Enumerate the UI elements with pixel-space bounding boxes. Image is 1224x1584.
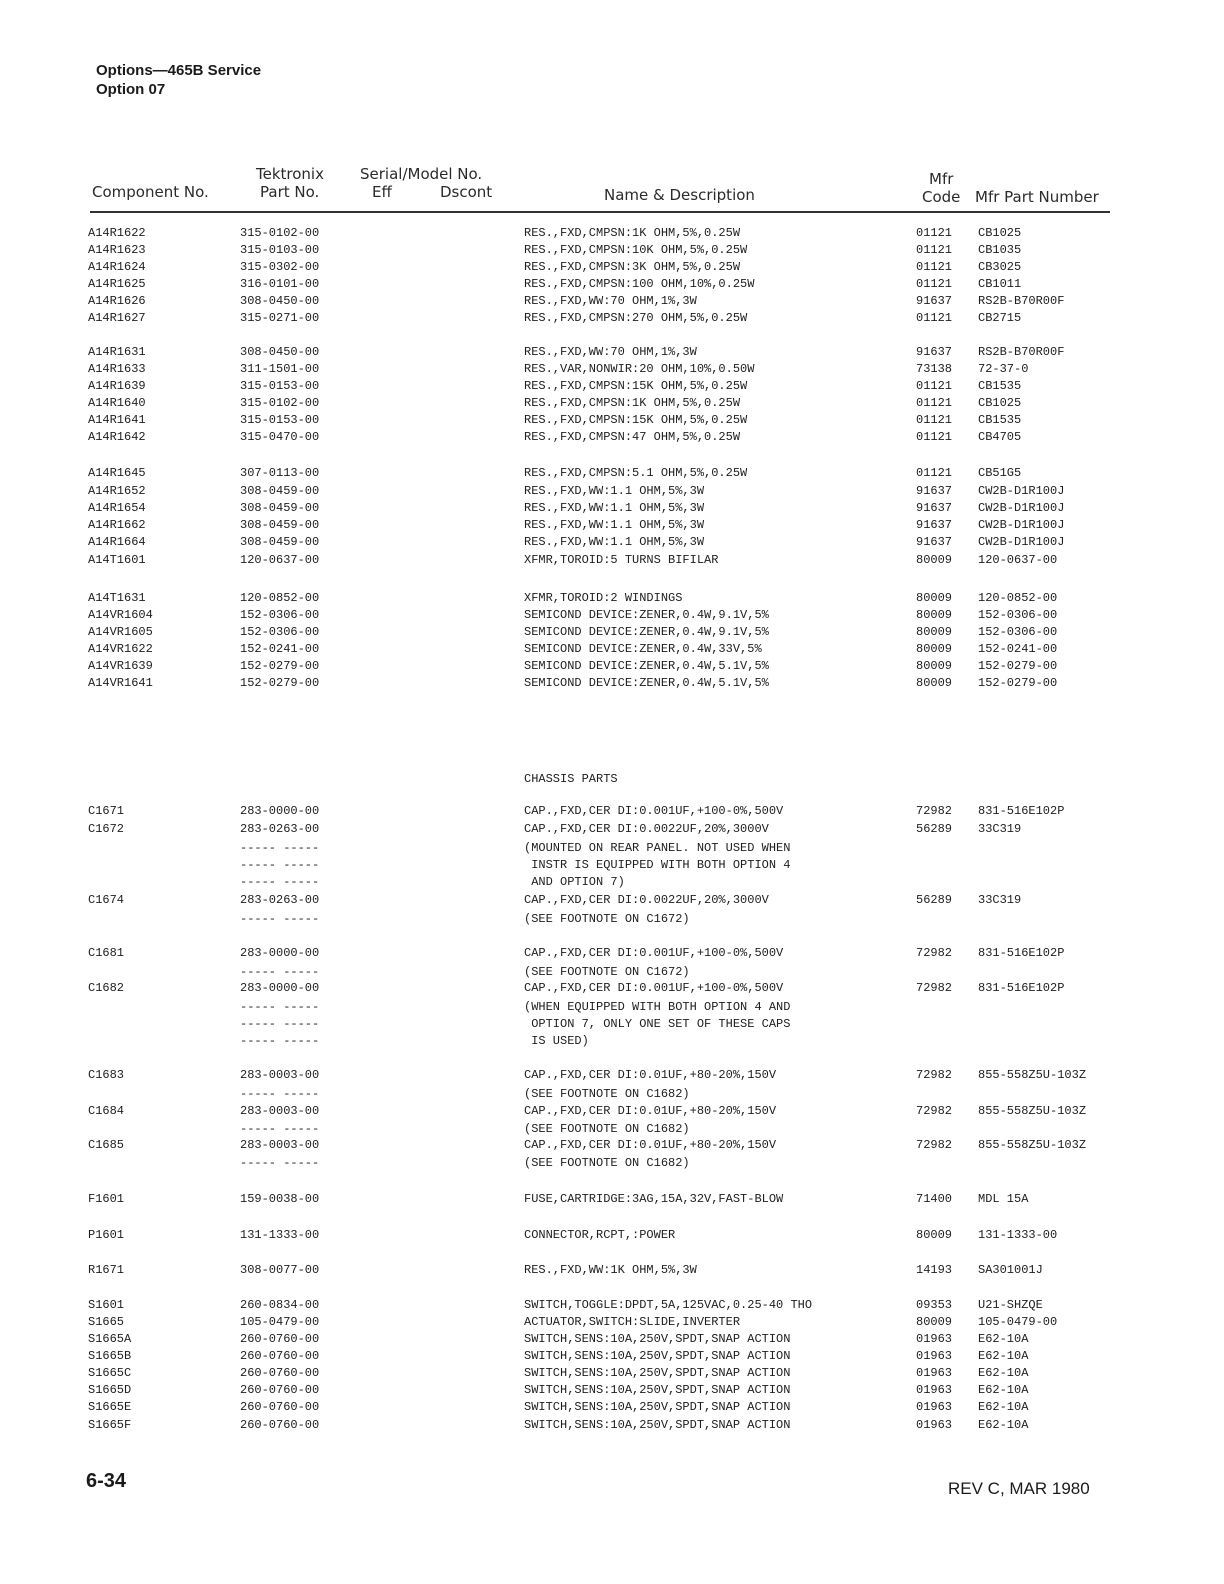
part-no-cell: 260-0760-00 bbox=[240, 1366, 320, 1380]
component-no-cell: S1665F bbox=[88, 1418, 132, 1432]
mfr-code-cell: 01121 bbox=[916, 379, 953, 393]
mfr-code-cell: 01121 bbox=[916, 466, 953, 480]
part-no-cell: 283-0000-00 bbox=[240, 981, 320, 995]
mfr-code-cell: 72982 bbox=[916, 1138, 953, 1152]
description-cell: ACTUATOR,SWITCH:SLIDE,INVERTER bbox=[524, 1315, 741, 1329]
mfr-code-cell: 72982 bbox=[916, 804, 953, 818]
mfr-part-number-cell: CB1011 bbox=[978, 277, 1022, 291]
part-no-cell: 308-0459-00 bbox=[240, 518, 320, 532]
mfr-code-cell: 91637 bbox=[916, 345, 953, 359]
part-no-cell: 308-0459-00 bbox=[240, 535, 320, 549]
component-no-cell: C1683 bbox=[88, 1068, 125, 1082]
description-cell: RES.,FXD,CMPSN:1K OHM,5%,0.25W bbox=[524, 226, 741, 240]
mfr-part-number-cell: CB1025 bbox=[978, 396, 1022, 410]
part-no-cell: 260-0760-00 bbox=[240, 1400, 320, 1414]
mfr-code-cell: 01121 bbox=[916, 396, 953, 410]
mfr-code-cell: 80009 bbox=[916, 1315, 953, 1329]
description-cell: SEMICOND DEVICE:ZENER,0.4W,9.1V,5% bbox=[524, 608, 769, 622]
component-no-cell: A14T1631 bbox=[88, 591, 146, 605]
description-cell: SWITCH,SENS:10A,250V,SPDT,SNAP ACTION bbox=[524, 1349, 791, 1363]
mfr-part-number-cell: 72-37-0 bbox=[978, 362, 1029, 376]
component-no-cell: C1671 bbox=[88, 804, 125, 818]
mfr-code-cell: 01963 bbox=[916, 1349, 953, 1363]
component-no-cell: A14R1625 bbox=[88, 277, 146, 291]
mfr-part-number-cell: 831-516E102P bbox=[978, 804, 1065, 818]
mfr-code-cell: 80009 bbox=[916, 642, 953, 656]
mfr-code-cell: 56289 bbox=[916, 822, 953, 836]
part-no-cell: 308-0450-00 bbox=[240, 294, 320, 308]
col-serial-model: Serial/Model No. bbox=[360, 165, 483, 183]
mfr-code-cell: 91637 bbox=[916, 484, 953, 498]
component-no-cell: P1601 bbox=[88, 1228, 125, 1242]
description-cell: RES.,FXD,CMPSN:270 OHM,5%,0.25W bbox=[524, 311, 748, 325]
mfr-code-cell: 14193 bbox=[916, 1263, 953, 1277]
component-no-cell: A14R1642 bbox=[88, 430, 146, 444]
part-no-cell: 260-0760-00 bbox=[240, 1332, 320, 1346]
mfr-code-cell: 91637 bbox=[916, 294, 953, 308]
component-no-cell: S1665E bbox=[88, 1400, 132, 1414]
component-no-cell: C1684 bbox=[88, 1104, 125, 1118]
col-component-no: Component No. bbox=[92, 183, 209, 201]
mfr-part-number-cell: 33C319 bbox=[978, 893, 1022, 907]
part-no-cell: 260-0760-00 bbox=[240, 1349, 320, 1363]
mfr-part-number-cell: E62-10A bbox=[978, 1383, 1029, 1397]
description-cell: SWITCH,TOGGLE:DPDT,5A,125VAC,0.25-40 THO bbox=[524, 1298, 813, 1312]
col-mfr-part-number: Mfr Part Number bbox=[975, 188, 1099, 206]
mfr-part-number-cell: SA301001J bbox=[978, 1263, 1043, 1277]
mfr-part-number-cell: 855-558Z5U-103Z bbox=[978, 1068, 1087, 1082]
mfr-part-number-cell: E62-10A bbox=[978, 1400, 1029, 1414]
description-cell: RES.,FXD,CMPSN:3K OHM,5%,0.25W bbox=[524, 260, 741, 274]
col-code: Code bbox=[922, 188, 961, 206]
part-no-cell: 315-0302-00 bbox=[240, 260, 320, 274]
description-cell: (SEE FOOTNOTE ON C1682) bbox=[524, 1156, 690, 1170]
part-no-cell: ----- ----- bbox=[240, 875, 320, 889]
mfr-part-number-cell: 105-0479-00 bbox=[978, 1315, 1058, 1329]
description-cell: RES.,FXD,CMPSN:5.1 OHM,5%,0.25W bbox=[524, 466, 748, 480]
description-cell: RES.,FXD,WW:1K OHM,5%,3W bbox=[524, 1263, 697, 1277]
part-no-cell: 283-0003-00 bbox=[240, 1138, 320, 1152]
part-no-cell: 315-0102-00 bbox=[240, 396, 320, 410]
mfr-part-number-cell: CB2715 bbox=[978, 311, 1022, 325]
mfr-part-number-cell: CB1035 bbox=[978, 243, 1022, 257]
description-cell: SWITCH,SENS:10A,250V,SPDT,SNAP ACTION bbox=[524, 1366, 791, 1380]
description-cell: CAP.,FXD,CER DI:0.0022UF,20%,3000V bbox=[524, 893, 769, 907]
description-cell: SWITCH,SENS:10A,250V,SPDT,SNAP ACTION bbox=[524, 1383, 791, 1397]
component-no-cell: S1665A bbox=[88, 1332, 132, 1346]
part-no-cell: 315-0153-00 bbox=[240, 379, 320, 393]
part-no-cell: 260-0760-00 bbox=[240, 1383, 320, 1397]
description-cell: OPTION 7, ONLY ONE SET OF THESE CAPS bbox=[524, 1017, 791, 1031]
mfr-part-number-cell: 152-0279-00 bbox=[978, 659, 1058, 673]
part-no-cell: 315-0103-00 bbox=[240, 243, 320, 257]
part-no-cell: ----- ----- bbox=[240, 1000, 320, 1014]
part-no-cell: ----- ----- bbox=[240, 912, 320, 926]
part-no-cell: 152-0306-00 bbox=[240, 608, 320, 622]
component-no-cell: A14VR1604 bbox=[88, 608, 153, 622]
mfr-code-cell: 80009 bbox=[916, 676, 953, 690]
part-no-cell: 315-0102-00 bbox=[240, 226, 320, 240]
mfr-code-cell: 73138 bbox=[916, 362, 953, 376]
component-no-cell: A14R1640 bbox=[88, 396, 146, 410]
mfr-code-cell: 01963 bbox=[916, 1418, 953, 1432]
mfr-part-number-cell: RS2B-B70R00F bbox=[978, 294, 1065, 308]
description-cell: RES.,FXD,CMPSN:10K OHM,5%,0.25W bbox=[524, 243, 748, 257]
component-no-cell: A14T1601 bbox=[88, 553, 146, 567]
part-no-cell: 260-0760-00 bbox=[240, 1418, 320, 1432]
mfr-part-number-cell: 152-0306-00 bbox=[978, 625, 1058, 639]
component-no-cell: S1665D bbox=[88, 1383, 132, 1397]
component-no-cell: A14R1622 bbox=[88, 226, 146, 240]
mfr-part-number-cell: CB3025 bbox=[978, 260, 1022, 274]
mfr-part-number-cell: 831-516E102P bbox=[978, 946, 1065, 960]
description-cell: CHASSIS PARTS bbox=[524, 772, 618, 786]
col-mfr: Mfr bbox=[929, 170, 954, 188]
component-no-cell: C1682 bbox=[88, 981, 125, 995]
mfr-code-cell: 80009 bbox=[916, 625, 953, 639]
mfr-part-number-cell: CB4705 bbox=[978, 430, 1022, 444]
part-no-cell: 315-0470-00 bbox=[240, 430, 320, 444]
component-no-cell: C1672 bbox=[88, 822, 125, 836]
component-no-cell: A14R1633 bbox=[88, 362, 146, 376]
part-no-cell: 120-0637-00 bbox=[240, 553, 320, 567]
component-no-cell: A14R1631 bbox=[88, 345, 146, 359]
description-cell: (SEE FOOTNOTE ON C1672) bbox=[524, 912, 690, 926]
description-cell: RES.,FXD,CMPSN:15K OHM,5%,0.25W bbox=[524, 413, 748, 427]
part-no-cell: ----- ----- bbox=[240, 858, 320, 872]
mfr-code-cell: 80009 bbox=[916, 591, 953, 605]
component-no-cell: C1674 bbox=[88, 893, 125, 907]
col-dscont: Dscont bbox=[440, 183, 493, 201]
mfr-code-cell: 01121 bbox=[916, 311, 953, 325]
mfr-part-number-cell: 120-0637-00 bbox=[978, 553, 1058, 567]
header-rule bbox=[90, 211, 1110, 213]
description-cell: (SEE FOOTNOTE ON C1682) bbox=[524, 1122, 690, 1136]
description-cell: (SEE FOOTNOTE ON C1672) bbox=[524, 965, 690, 979]
mfr-part-number-cell: 152-0279-00 bbox=[978, 676, 1058, 690]
part-no-cell: 311-1501-00 bbox=[240, 362, 320, 376]
description-cell: SEMICOND DEVICE:ZENER,0.4W,9.1V,5% bbox=[524, 625, 769, 639]
description-cell: (WHEN EQUIPPED WITH BOTH OPTION 4 AND bbox=[524, 1000, 791, 1014]
description-cell: RES.,VAR,NONWIR:20 OHM,10%,0.50W bbox=[524, 362, 755, 376]
mfr-code-cell: 01121 bbox=[916, 413, 953, 427]
mfr-part-number-cell: E62-10A bbox=[978, 1366, 1029, 1380]
part-no-cell: 315-0153-00 bbox=[240, 413, 320, 427]
description-cell: RES.,FXD,CMPSN:1K OHM,5%,0.25W bbox=[524, 396, 741, 410]
description-cell: SEMICOND DEVICE:ZENER,0.4W,5.1V,5% bbox=[524, 676, 769, 690]
part-no-cell: 307-0113-00 bbox=[240, 466, 320, 480]
description-cell: XFMR,TOROID:2 WINDINGS bbox=[524, 591, 683, 605]
col-eff: Eff bbox=[372, 183, 392, 201]
mfr-code-cell: 72982 bbox=[916, 1104, 953, 1118]
description-cell: CAP.,FXD,CER DI:0.001UF,+100-0%,500V bbox=[524, 946, 784, 960]
part-no-cell: 283-0263-00 bbox=[240, 893, 320, 907]
part-no-cell: 120-0852-00 bbox=[240, 591, 320, 605]
description-cell: RES.,FXD,WW:1.1 OHM,5%,3W bbox=[524, 535, 705, 549]
description-cell: INSTR IS EQUIPPED WITH BOTH OPTION 4 bbox=[524, 858, 791, 872]
component-no-cell: A14R1623 bbox=[88, 243, 146, 257]
mfr-part-number-cell: U21-SHZQE bbox=[978, 1298, 1043, 1312]
component-no-cell: S1665 bbox=[88, 1315, 125, 1329]
description-cell: RES.,FXD,WW:1.1 OHM,5%,3W bbox=[524, 518, 705, 532]
page-number: 6-34 bbox=[86, 1470, 127, 1492]
part-no-cell: 308-0077-00 bbox=[240, 1263, 320, 1277]
mfr-code-cell: 01121 bbox=[916, 226, 953, 240]
description-cell: XFMR,TOROID:5 TURNS BIFILAR bbox=[524, 553, 719, 567]
mfr-part-number-cell: CB1025 bbox=[978, 226, 1022, 240]
description-cell: CAP.,FXD,CER DI:0.01UF,+80-20%,150V bbox=[524, 1104, 777, 1118]
mfr-part-number-cell: CB1535 bbox=[978, 413, 1022, 427]
description-cell: IS USED) bbox=[524, 1034, 589, 1048]
description-cell: SEMICOND DEVICE:ZENER,0.4W,33V,5% bbox=[524, 642, 762, 656]
mfr-part-number-cell: 152-0306-00 bbox=[978, 608, 1058, 622]
description-cell: CAP.,FXD,CER DI:0.001UF,+100-0%,500V bbox=[524, 981, 784, 995]
description-cell: (SEE FOOTNOTE ON C1682) bbox=[524, 1087, 690, 1101]
part-no-cell: 105-0479-00 bbox=[240, 1315, 320, 1329]
part-no-cell: 283-0000-00 bbox=[240, 946, 320, 960]
part-no-cell: 152-0279-00 bbox=[240, 676, 320, 690]
mfr-part-number-cell: 152-0241-00 bbox=[978, 642, 1058, 656]
component-no-cell: A14VR1639 bbox=[88, 659, 153, 673]
mfr-part-number-cell: CB51G5 bbox=[978, 466, 1022, 480]
description-cell: CAP.,FXD,CER DI:0.0022UF,20%,3000V bbox=[524, 822, 769, 836]
part-no-cell: ----- ----- bbox=[240, 1087, 320, 1101]
part-no-cell: 159-0038-00 bbox=[240, 1192, 320, 1206]
component-no-cell: F1601 bbox=[88, 1192, 125, 1206]
description-cell: RES.,FXD,WW:70 OHM,1%,3W bbox=[524, 345, 697, 359]
description-cell: SEMICOND DEVICE:ZENER,0.4W,5.1V,5% bbox=[524, 659, 769, 673]
description-cell: (MOUNTED ON REAR PANEL. NOT USED WHEN bbox=[524, 841, 791, 855]
component-no-cell: S1601 bbox=[88, 1298, 125, 1312]
mfr-code-cell: 01963 bbox=[916, 1366, 953, 1380]
mfr-code-cell: 91637 bbox=[916, 518, 953, 532]
mfr-part-number-cell: 855-558Z5U-103Z bbox=[978, 1138, 1087, 1152]
mfr-part-number-cell: 120-0852-00 bbox=[978, 591, 1058, 605]
description-cell: RES.,FXD,WW:1.1 OHM,5%,3W bbox=[524, 484, 705, 498]
description-cell: FUSE,CARTRIDGE:3AG,15A,32V,FAST-BLOW bbox=[524, 1192, 784, 1206]
component-no-cell: A14R1639 bbox=[88, 379, 146, 393]
part-no-cell: 308-0450-00 bbox=[240, 345, 320, 359]
mfr-code-cell: 01121 bbox=[916, 430, 953, 444]
part-no-cell: 308-0459-00 bbox=[240, 501, 320, 515]
part-no-cell: ----- ----- bbox=[240, 841, 320, 855]
mfr-part-number-cell: 131-1333-00 bbox=[978, 1228, 1058, 1242]
component-no-cell: A14VR1622 bbox=[88, 642, 153, 656]
mfr-code-cell: 91637 bbox=[916, 535, 953, 549]
mfr-part-number-cell: CW2B-D1R100J bbox=[978, 535, 1065, 549]
part-no-cell: 152-0241-00 bbox=[240, 642, 320, 656]
revision-date: REV C, MAR 1980 bbox=[948, 1479, 1090, 1498]
description-cell: RES.,FXD,WW:1.1 OHM,5%,3W bbox=[524, 501, 705, 515]
mfr-code-cell: 72982 bbox=[916, 946, 953, 960]
component-no-cell: A14R1654 bbox=[88, 501, 146, 515]
component-no-cell: A14VR1641 bbox=[88, 676, 153, 690]
mfr-code-cell: 71400 bbox=[916, 1192, 953, 1206]
part-no-cell: ----- ----- bbox=[240, 1156, 320, 1170]
mfr-code-cell: 09353 bbox=[916, 1298, 953, 1312]
mfr-part-number-cell: CB1535 bbox=[978, 379, 1022, 393]
part-no-cell: 315-0271-00 bbox=[240, 311, 320, 325]
part-no-cell: 283-0003-00 bbox=[240, 1068, 320, 1082]
description-cell: RES.,FXD,CMPSN:15K OHM,5%,0.25W bbox=[524, 379, 748, 393]
component-no-cell: A14R1664 bbox=[88, 535, 146, 549]
header-title: Options—465B Service bbox=[96, 62, 262, 79]
part-no-cell: ----- ----- bbox=[240, 1122, 320, 1136]
header-subtitle: Option 07 bbox=[96, 81, 166, 98]
mfr-part-number-cell: 831-516E102P bbox=[978, 981, 1065, 995]
mfr-code-cell: 01963 bbox=[916, 1332, 953, 1346]
description-cell: RES.,FXD,CMPSN:100 OHM,10%,0.25W bbox=[524, 277, 755, 291]
component-no-cell: R1671 bbox=[88, 1263, 125, 1277]
description-cell: SWITCH,SENS:10A,250V,SPDT,SNAP ACTION bbox=[524, 1332, 791, 1346]
mfr-part-number-cell: E62-10A bbox=[978, 1332, 1029, 1346]
part-no-cell: 283-0263-00 bbox=[240, 822, 320, 836]
part-no-cell: ----- ----- bbox=[240, 965, 320, 979]
component-no-cell: C1685 bbox=[88, 1138, 125, 1152]
mfr-part-number-cell: CW2B-D1R100J bbox=[978, 501, 1065, 515]
description-cell: AND OPTION 7) bbox=[524, 875, 625, 889]
component-no-cell: A14R1624 bbox=[88, 260, 146, 274]
description-cell: CONNECTOR,RCPT,:POWER bbox=[524, 1228, 676, 1242]
col-tektronix: Tektronix bbox=[256, 165, 324, 183]
part-no-cell: 283-0003-00 bbox=[240, 1104, 320, 1118]
mfr-part-number-cell: RS2B-B70R00F bbox=[978, 345, 1065, 359]
mfr-code-cell: 80009 bbox=[916, 608, 953, 622]
mfr-code-cell: 80009 bbox=[916, 659, 953, 673]
description-cell: SWITCH,SENS:10A,250V,SPDT,SNAP ACTION bbox=[524, 1418, 791, 1432]
mfr-part-number-cell: MDL 15A bbox=[978, 1192, 1029, 1206]
mfr-part-number-cell: CW2B-D1R100J bbox=[978, 518, 1065, 532]
mfr-part-number-cell: E62-10A bbox=[978, 1349, 1029, 1363]
mfr-code-cell: 72982 bbox=[916, 981, 953, 995]
description-cell: CAP.,FXD,CER DI:0.01UF,+80-20%,150V bbox=[524, 1138, 777, 1152]
description-cell: CAP.,FXD,CER DI:0.01UF,+80-20%,150V bbox=[524, 1068, 777, 1082]
component-no-cell: A14VR1605 bbox=[88, 625, 153, 639]
part-no-cell: 131-1333-00 bbox=[240, 1228, 320, 1242]
mfr-part-number-cell: 33C319 bbox=[978, 822, 1022, 836]
part-no-cell: ----- ----- bbox=[240, 1017, 320, 1031]
mfr-code-cell: 80009 bbox=[916, 553, 953, 567]
mfr-part-number-cell: 855-558Z5U-103Z bbox=[978, 1104, 1087, 1118]
description-cell: RES.,FXD,WW:70 OHM,1%,3W bbox=[524, 294, 697, 308]
part-no-cell: 152-0306-00 bbox=[240, 625, 320, 639]
component-no-cell: A14R1627 bbox=[88, 311, 146, 325]
component-no-cell: A14R1652 bbox=[88, 484, 146, 498]
part-no-cell: 316-0101-00 bbox=[240, 277, 320, 291]
part-no-cell: ----- ----- bbox=[240, 1034, 320, 1048]
part-no-cell: 308-0459-00 bbox=[240, 484, 320, 498]
part-no-cell: 283-0000-00 bbox=[240, 804, 320, 818]
description-cell: SWITCH,SENS:10A,250V,SPDT,SNAP ACTION bbox=[524, 1400, 791, 1414]
component-no-cell: A14R1641 bbox=[88, 413, 146, 427]
part-no-cell: 260-0834-00 bbox=[240, 1298, 320, 1312]
mfr-code-cell: 01121 bbox=[916, 260, 953, 274]
description-cell: RES.,FXD,CMPSN:47 OHM,5%,0.25W bbox=[524, 430, 741, 444]
component-no-cell: A14R1626 bbox=[88, 294, 146, 308]
mfr-code-cell: 56289 bbox=[916, 893, 953, 907]
component-no-cell: A14R1662 bbox=[88, 518, 146, 532]
mfr-code-cell: 01963 bbox=[916, 1383, 953, 1397]
mfr-code-cell: 91637 bbox=[916, 501, 953, 515]
mfr-code-cell: 01121 bbox=[916, 277, 953, 291]
mfr-part-number-cell: CW2B-D1R100J bbox=[978, 484, 1065, 498]
component-no-cell: S1665B bbox=[88, 1349, 132, 1363]
col-part-no: Part No. bbox=[260, 183, 320, 201]
description-cell: CAP.,FXD,CER DI:0.001UF,+100-0%,500V bbox=[524, 804, 784, 818]
mfr-code-cell: 01963 bbox=[916, 1400, 953, 1414]
component-no-cell: S1665C bbox=[88, 1366, 132, 1380]
mfr-code-cell: 80009 bbox=[916, 1228, 953, 1242]
part-no-cell: 152-0279-00 bbox=[240, 659, 320, 673]
component-no-cell: A14R1645 bbox=[88, 466, 146, 480]
col-name-description: Name & Description bbox=[604, 186, 755, 204]
mfr-code-cell: 01121 bbox=[916, 243, 953, 257]
component-no-cell: C1681 bbox=[88, 946, 125, 960]
mfr-part-number-cell: E62-10A bbox=[978, 1418, 1029, 1432]
mfr-code-cell: 72982 bbox=[916, 1068, 953, 1082]
